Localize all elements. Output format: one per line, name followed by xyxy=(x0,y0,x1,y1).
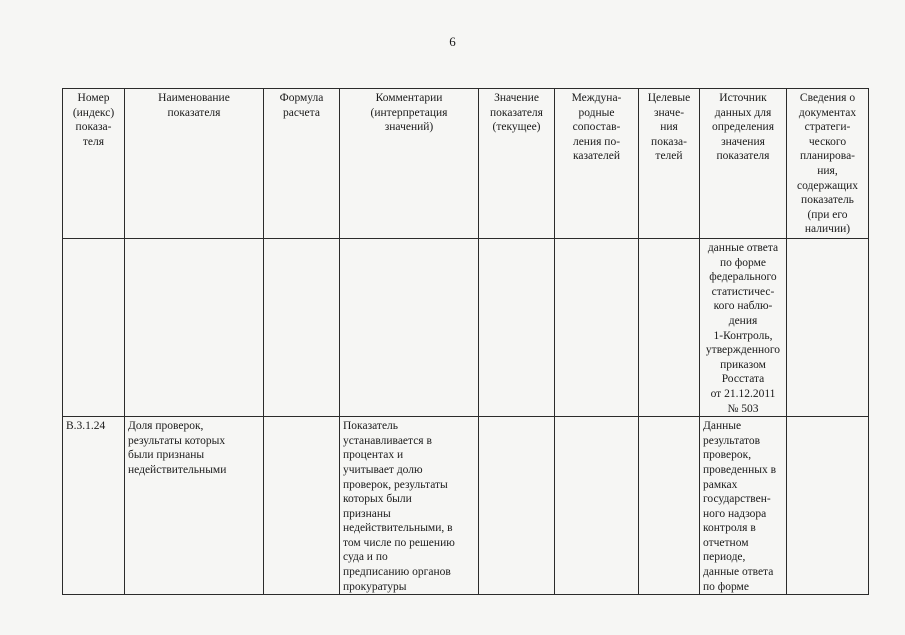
cell-documents xyxy=(787,417,869,595)
cell-comment: Показатель устанавливается в процентах и учитывает долю проверок, результаты которых были признаны недействительными, в том числе по решению суда и по предписанию органов прокуратуры xyxy=(340,417,479,595)
header-current-value: Значение показателя (текущее) xyxy=(479,89,555,239)
cell-source: данные ответа по форме федерального статистичес- кого наблю- дения 1-Контроль, утвержденного приказом Росстата от 21.12.2011 № 503 xyxy=(700,239,787,417)
cell-formula xyxy=(264,417,340,595)
table-header-row xyxy=(63,89,869,239)
cell-international xyxy=(555,239,639,417)
header-target: Целевые значе- ния показа- телей xyxy=(639,89,700,239)
cell-international xyxy=(555,417,639,595)
cell-current-value xyxy=(479,417,555,595)
cell-name xyxy=(125,239,264,417)
page-number: 6 xyxy=(449,34,456,49)
cell-current-value xyxy=(479,239,555,417)
cell-target xyxy=(639,239,700,417)
cell-index xyxy=(63,239,125,417)
cell-documents xyxy=(787,239,869,417)
cell-comment xyxy=(340,239,479,417)
header-name: Наименование показателя xyxy=(125,89,264,239)
cell-target xyxy=(639,417,700,595)
cell-name: Доля проверок, результаты которых были признаны недействительными xyxy=(125,417,264,595)
indicator-table xyxy=(62,88,869,595)
cell-index: В.3.1.24 xyxy=(63,417,125,595)
header-international: Междуна- родные сопостав- ления по- казателей xyxy=(555,89,639,239)
cell-formula xyxy=(264,239,340,417)
table-row xyxy=(63,417,869,595)
header-documents: Сведения о документах стратеги- ческого планирова- ния, содержащих показатель (при его наличии) xyxy=(787,89,869,239)
cell-source: Данные результатов проверок, проведенных в рамках государствен- ного надзора контроля в отчетном периоде, данные ответа по форме xyxy=(700,417,787,595)
table-row xyxy=(63,239,869,417)
header-comment: Комментарии (интерпретация значений) xyxy=(340,89,479,239)
header-index: Номер (индекс) показа- теля xyxy=(63,89,125,239)
header-source: Источник данных для определения значения показателя xyxy=(700,89,787,239)
header-formula: Формула расчета xyxy=(264,89,340,239)
